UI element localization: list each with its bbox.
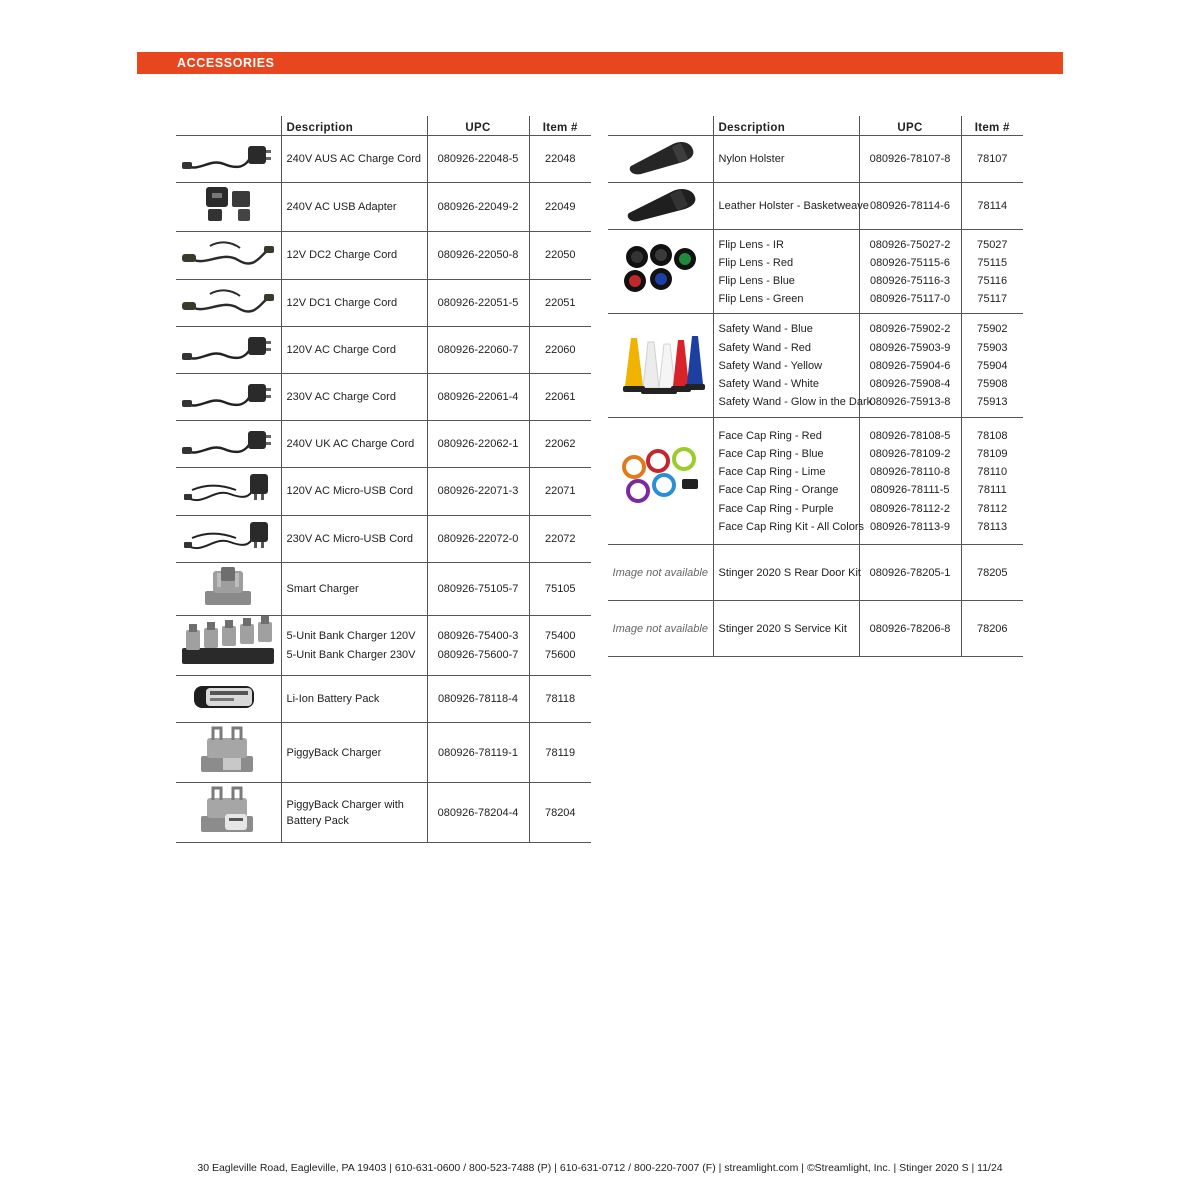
product-description-cell	[281, 562, 427, 615]
upc-code: 080926-78109-2	[869, 448, 951, 460]
upc-code: 080926-22050-8	[437, 249, 519, 262]
item-number: 78108	[976, 429, 1008, 442]
upc-code-cell	[427, 468, 529, 515]
item-number-cell	[961, 314, 1023, 418]
upc-code: 080926-78118-4	[438, 693, 518, 706]
upc-code-cell	[859, 545, 961, 601]
product-description-cell	[281, 676, 427, 723]
product-description: Smart Charger	[286, 582, 359, 595]
upc-code: 080926-22062-1	[437, 438, 519, 451]
item-number-cell	[529, 515, 591, 562]
product-description: 230V AC Charge Cord	[286, 391, 396, 404]
image-column-header	[608, 116, 713, 136]
item-number-cell	[529, 232, 591, 279]
product-description-cell	[713, 601, 859, 657]
item-number: 75904	[976, 359, 1008, 372]
item-number-cell	[529, 616, 591, 676]
micro-usb-cord-icon	[180, 468, 276, 514]
item-number: 22062	[544, 438, 576, 451]
upc-code: 080926-22061-4	[437, 391, 519, 404]
table-row	[176, 723, 591, 783]
section-title: ACCESSORIES	[177, 56, 275, 70]
upc-code-cell	[427, 326, 529, 373]
upc-code-cell	[427, 723, 529, 783]
item-number-cell	[529, 279, 591, 326]
upc-code: 080926-78108-5	[869, 429, 951, 442]
upc-code: 080926-78206-8	[869, 622, 951, 635]
product-description: Nylon Holster	[718, 153, 785, 165]
item-number: 75115	[977, 256, 1008, 269]
product-description: Face Cap Ring - Lime	[718, 466, 826, 479]
item-number: 75116	[977, 274, 1008, 287]
upc-code-cell	[427, 136, 529, 183]
item-number: 22051	[544, 296, 576, 309]
upc-code-cell	[859, 136, 961, 183]
piggyback-charger-icon	[193, 724, 263, 782]
item-number-cell	[529, 374, 591, 421]
item-number: 22049	[544, 201, 576, 214]
item-number: 75903	[976, 341, 1008, 354]
item-number: 22071	[544, 485, 576, 498]
product-image	[176, 676, 281, 723]
product-description: 240V AC USB Adapter	[286, 201, 397, 214]
product-image	[176, 183, 281, 232]
product-image	[176, 723, 281, 783]
product-description: Leather Holster - Basketweave	[718, 200, 869, 213]
product-description: 5-Unit Bank Charger 230V	[286, 648, 416, 661]
product-description-cell	[281, 468, 427, 515]
item-number: 22072	[544, 532, 576, 545]
table-row	[176, 279, 591, 326]
product-image	[608, 183, 713, 230]
item-number-cell	[529, 183, 591, 232]
product-description-cell	[713, 136, 859, 183]
nylon-holster-icon	[617, 136, 703, 182]
product-description: Safety Wand - Red	[718, 341, 812, 354]
usb-adapter-icon	[198, 183, 258, 231]
upc-code: 080926-78110-8	[870, 466, 950, 479]
upc-code: 080926-22060-7	[437, 343, 519, 356]
table-row	[608, 314, 1023, 418]
upc-code-cell	[427, 232, 529, 279]
item-column-header: Item #	[529, 116, 591, 136]
upc-code: 080926-22072-0	[437, 532, 519, 545]
table-row	[176, 515, 591, 562]
product-description: 240V AUS AC Charge Cord	[286, 153, 422, 165]
upc-code: 080926-75908-4	[869, 378, 951, 390]
product-description-cell	[713, 230, 859, 314]
ac-charge-cord-icon	[180, 421, 276, 467]
table-row	[608, 601, 1023, 657]
product-description-cell	[713, 183, 869, 230]
item-number: 78205	[976, 566, 1008, 579]
flip-lens-icon	[615, 239, 705, 305]
upc-code: 080926-78107-8	[869, 153, 951, 165]
product-description: Face Cap Ring - Purple	[718, 502, 834, 515]
upc-code-cell	[427, 676, 529, 723]
product-description: Safety Wand - Glow in the Dark	[718, 396, 873, 409]
upc-code: 080926-78204-4	[437, 806, 519, 819]
product-image	[176, 783, 281, 843]
product-description: 240V UK AC Charge Cord	[286, 438, 415, 451]
item-number: 75027	[976, 238, 1008, 251]
product-description-cell	[713, 418, 864, 545]
item-number-cell	[961, 230, 1023, 314]
item-number-cell	[529, 421, 591, 468]
upc-code: 080926-22051-5	[437, 296, 519, 309]
upc-code: 080926-75903-9	[869, 341, 951, 354]
item-number-cell	[529, 468, 591, 515]
battery-pack-icon	[188, 676, 268, 722]
item-number: 78113	[977, 520, 1008, 533]
table-row	[176, 616, 591, 676]
ac-charge-cord-icon	[180, 327, 276, 373]
product-description: PiggyBack Charger	[286, 746, 382, 759]
item-number: 78206	[976, 622, 1008, 635]
upc-code: 080926-78111-5	[870, 484, 950, 497]
item-number: 78204	[544, 806, 576, 819]
product-image	[176, 421, 281, 468]
upc-code: 080926-78112-2	[870, 502, 950, 515]
product-image	[176, 616, 281, 676]
dc-charge-cord-icon	[180, 280, 276, 326]
smart-charger-icon	[193, 563, 263, 615]
item-number-cell	[529, 723, 591, 783]
image-not-available	[608, 545, 713, 601]
table-row	[608, 230, 1023, 314]
table-header-row	[176, 116, 591, 136]
product-image	[176, 468, 281, 515]
upc-code: 080926-75902-2	[869, 323, 951, 336]
upc-code: 080926-75117-0	[870, 293, 950, 306]
upc-code-cell	[859, 314, 961, 418]
product-description: 5-Unit Bank Charger 120V	[286, 630, 416, 643]
product-description: Safety Wand - Yellow	[718, 359, 823, 372]
upc-code-cell	[427, 562, 529, 615]
right-accessories-table	[608, 116, 1023, 657]
product-image	[176, 562, 281, 615]
product-image	[608, 136, 713, 183]
product-description-cell	[713, 314, 873, 418]
image-not-available	[608, 601, 713, 657]
upc-code-cell	[427, 421, 529, 468]
item-number-cell	[961, 183, 1023, 230]
upc-code: 080926-75400-3	[437, 630, 519, 643]
upc-code-cell	[427, 279, 529, 326]
upc-code-cell	[859, 601, 961, 657]
safety-wand-icon	[615, 328, 705, 404]
upc-code: 080926-75904-6	[869, 359, 951, 372]
face-cap-ring-icon	[612, 443, 708, 519]
page-footer: 30 Eagleville Road, Eagleville, PA 19403 | 610-631-0600 / 800-523-7488 (P) | 610-631-0712 / 800-220-7007 (F) | streamlight.com | ©Streamlight, Inc. | Stinger 2020 S | 11/24	[197, 1162, 1003, 1174]
product-description-cell	[281, 723, 427, 783]
item-number: 75600	[544, 648, 576, 661]
item-number: 78109	[976, 448, 1008, 460]
upc-code-cell	[859, 230, 961, 314]
product-description-cell	[281, 616, 427, 676]
item-number-cell	[529, 326, 591, 373]
product-description-cell	[281, 783, 427, 843]
item-number-cell	[961, 601, 1023, 657]
image-not-available-label: Image not available	[612, 566, 708, 579]
item-number-cell	[529, 783, 591, 843]
product-description: Face Cap Ring - Red	[718, 429, 822, 442]
product-description: Flip Lens - Green	[718, 293, 804, 306]
item-number: 78110	[977, 466, 1008, 479]
item-number: 78119	[545, 746, 576, 759]
upc-code: 080926-75600-7	[437, 648, 519, 661]
product-image	[176, 279, 281, 326]
product-description: Flip Lens - Blue	[718, 274, 795, 287]
product-image	[176, 326, 281, 373]
table-header-row	[608, 116, 1023, 136]
product-image	[608, 418, 713, 545]
product-description: Face Cap Ring - Blue	[718, 448, 824, 460]
upc-column-header: UPC	[859, 116, 961, 136]
product-description: Face Cap Ring - Orange	[718, 484, 839, 497]
piggyback-charger-battery-icon	[193, 784, 263, 842]
upc-code: 080926-75027-2	[869, 238, 951, 251]
product-description: 12V DC2 Charge Cord	[286, 249, 398, 262]
item-number: 22061	[544, 391, 576, 404]
product-description-cell	[281, 515, 427, 562]
item-number: 75913	[976, 396, 1008, 409]
ac-charge-cord-icon	[180, 374, 276, 420]
bank-charger-icon	[178, 616, 278, 674]
table-row	[176, 183, 591, 232]
item-number: 75117	[977, 293, 1008, 306]
section-banner	[137, 52, 1063, 74]
product-description: 12V DC1 Charge Cord	[286, 296, 398, 309]
item-number-cell	[529, 676, 591, 723]
upc-code-cell	[859, 418, 961, 545]
upc-code-cell	[427, 374, 529, 421]
item-column-header: Item #	[961, 116, 1023, 136]
micro-usb-cord-icon	[180, 516, 276, 562]
item-number-cell	[961, 545, 1023, 601]
upc-code: 080926-78113-9	[870, 520, 950, 533]
table-row	[176, 374, 591, 421]
product-description-cell	[713, 545, 859, 601]
table-row	[608, 418, 1023, 545]
item-number: 75908	[976, 378, 1008, 390]
table-row	[608, 545, 1023, 601]
image-column-header	[176, 116, 281, 136]
item-number: 22050	[544, 249, 576, 262]
item-number-cell	[529, 562, 591, 615]
upc-code-cell	[859, 183, 961, 230]
upc-code-cell	[427, 783, 529, 843]
left-accessories-table	[176, 116, 591, 843]
description-column-header: Description	[281, 116, 427, 136]
table-row	[176, 468, 591, 515]
leather-holster-icon	[617, 183, 703, 229]
product-description: PiggyBack Charger with Battery Pack	[286, 798, 404, 827]
description-column-header: Description	[713, 116, 859, 136]
product-image	[176, 232, 281, 279]
item-number: 78114	[977, 200, 1008, 213]
product-description: Stinger 2020 S Rear Door Kit	[718, 566, 861, 579]
upc-column-header: UPC	[427, 116, 529, 136]
item-number: 75105	[544, 582, 576, 595]
table-row	[608, 136, 1023, 183]
product-description: Safety Wand - Blue	[718, 323, 813, 336]
upc-code: 080926-78119-1	[438, 746, 518, 759]
product-description-cell	[281, 421, 427, 468]
product-description-cell	[281, 326, 427, 373]
table-row	[176, 562, 591, 615]
product-description: Flip Lens - IR	[718, 238, 784, 251]
item-number: 78112	[977, 502, 1008, 515]
product-image	[176, 515, 281, 562]
product-description: 230V AC Micro-USB Cord	[286, 532, 414, 545]
product-description: Flip Lens - Red	[718, 256, 794, 269]
upc-code: 080926-75105-7	[437, 582, 519, 595]
item-number: 22060	[544, 343, 576, 356]
product-description: Face Cap Ring Kit - All Colors	[718, 520, 864, 533]
item-number-cell	[961, 418, 1023, 545]
product-description: Li-Ion Battery Pack	[286, 693, 380, 706]
table-row	[608, 183, 1023, 230]
upc-code-cell	[427, 616, 529, 676]
upc-code-cell	[427, 183, 529, 232]
item-number: 75400	[544, 630, 576, 643]
product-description: Safety Wand - White	[718, 378, 819, 390]
upc-code: 080926-75116-3	[870, 274, 950, 287]
image-not-available-label: Image not available	[612, 622, 708, 635]
product-image	[176, 374, 281, 421]
table-row	[176, 676, 591, 723]
product-image	[608, 314, 713, 418]
product-description-cell	[281, 374, 427, 421]
upc-code: 080926-75115-6	[870, 256, 950, 269]
product-description-cell	[281, 183, 427, 232]
table-row	[176, 232, 591, 279]
dc-charge-cord-icon	[180, 232, 276, 278]
product-image	[608, 230, 713, 314]
upc-code: 080926-22071-3	[437, 485, 519, 498]
item-number-cell	[961, 136, 1023, 183]
upc-code: 080926-78205-1	[869, 566, 951, 579]
item-number: 78107	[976, 153, 1008, 165]
product-description: 120V AC Micro-USB Cord	[286, 485, 414, 498]
product-description-cell	[281, 136, 427, 183]
product-image	[176, 136, 281, 183]
item-number-cell	[529, 136, 591, 183]
product-description-cell	[281, 279, 427, 326]
item-number: 78118	[545, 693, 576, 706]
upc-code: 080926-22048-5	[437, 153, 519, 165]
item-number: 22048	[544, 153, 576, 165]
product-description-cell	[281, 232, 427, 279]
item-number: 78111	[977, 484, 1007, 497]
upc-code-cell	[427, 515, 529, 562]
table-row	[176, 326, 591, 373]
item-number: 75902	[976, 323, 1008, 336]
product-description: 120V AC Charge Cord	[286, 343, 396, 356]
table-row	[176, 136, 591, 183]
upc-code: 080926-22049-2	[437, 201, 519, 214]
upc-code: 080926-75913-8	[869, 396, 951, 409]
ac-charge-cord-icon	[180, 136, 276, 182]
table-row	[176, 421, 591, 468]
product-description: Stinger 2020 S Service Kit	[718, 622, 847, 635]
table-row	[176, 783, 591, 843]
upc-code: 080926-78114-6	[870, 200, 950, 213]
